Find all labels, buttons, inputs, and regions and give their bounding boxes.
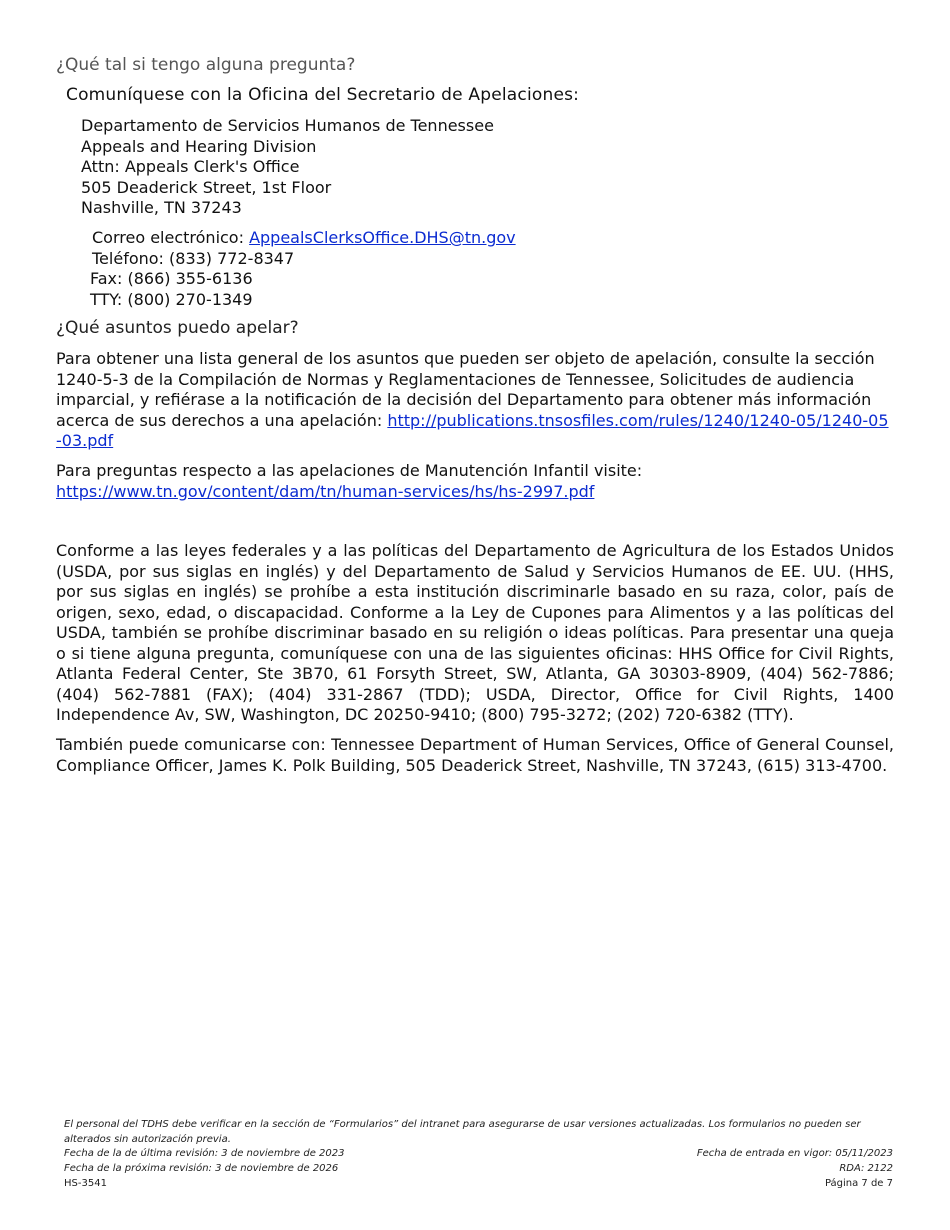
child-support-link[interactable]: https://www.tn.gov/content/dam/tn/human-services/hs/hs-2997.pdf (56, 481, 595, 501)
contact-paragraph: También puede comunicarse con: Tennessee Department of Human Services, Office of General Counsel, Compliance Officer, James K. Polk Building, 505 Deaderick Street, Nashville, TN 37243, (615) 313-4700. (56, 735, 894, 775)
appeals-office-lead: Comuníquese con la Oficina del Secretario de Apelaciones: (66, 85, 580, 105)
phone-row: Teléfono: (833) 772-8347 (92, 248, 295, 268)
child-support-paragraph (56, 461, 894, 502)
email-link[interactable]: AppealsClerksOffice.DHS@tn.gov (249, 228, 516, 247)
address-line: Attn: Appeals Clerk's Office (81, 157, 300, 176)
rules-link[interactable]: http://publications.tnsosfiles.com/rules/1240/1240-05/1240-05-03.pdf (56, 410, 889, 450)
rda-number: RDA: 2122 (839, 1163, 893, 1174)
appealable-issues-paragraph (56, 349, 894, 452)
nondiscrimination-paragraph: Conforme a las leyes federales y a las políticas del Departamento de Agricultura de los Estados Unidos (USDA, por sus siglas en inglés) y del Departamento de Salud y Servicios Humanos de EE. UU. (HHS, por sus siglas en inglés) se prohíbe a esta institución discriminarle basado en su raza, color, país de origen, sexo, edad, o discapacidad. Conforme a la Ley de Cupones para Alimentos y a las políticas del USDA, también se prohíbe discriminar basado en su religión o ideas políticas. Para presentar una queja o si tiene alguna pregunta, comuníquese con una de las siguientes oficinas: HHS Office for Civil Rights, Atlanta Federal Center, Ste 3B70, 61 Forsyth Street, SW, Atlanta, GA 30303-8909, (404) 562-7886; (404) 562-7881 (FAX); (404) 331-2867 (TDD); USDA, Director, Office for Civil Rights, 1400 Independence Av, SW, Washington, DC 20250-9410; (800) 795-3272; (202) 720-6382 (TTY). (56, 541, 894, 724)
address-line: Appeals and Hearing Division (81, 136, 317, 156)
address-line: Nashville, TN 37243 (81, 198, 242, 217)
last-revision-date: Fecha de la de última revisión: 3 de noviembre de 2023 (64, 1148, 345, 1159)
fax-row: Fax: (866) 355-6136 (90, 269, 253, 288)
contact-details (90, 228, 516, 310)
paragraph-text: Para obtener una lista general de los asuntos que pueden ser objeto de apelación, consulte la sección 1240-5-3 de la Compilación de Normas y Reglamentaciones de Tennessee, Solicitudes de audiencia imparcial, y refiérase a la notificación de la decisión del Departamento para obtener más información acerca de sus derechos a una apelación: (56, 349, 875, 430)
email-label: Correo electrónico: (92, 228, 250, 247)
appealable-issues-heading: ¿Qué asuntos puedo apelar? (56, 318, 299, 338)
form-id: HS-3541 (64, 1178, 107, 1189)
effective-date: Fecha de entrada en vigor: 05/11/2023 (696, 1148, 893, 1159)
footer-notice: El personal del TDHS debe verificar en la sección de “Formularios” del intranet para asegurarse de usar versiones actualizadas. Los formularios no pueden ser alterados sin autorización previa. (64, 1119, 861, 1145)
mailing-address (81, 116, 494, 219)
email-row (90, 228, 516, 249)
next-revision-date: Fecha de la próxima revisión: 3 de noviembre de 2026 (64, 1163, 339, 1174)
address-line: 505 Deaderick Street, 1st Floor (81, 177, 332, 197)
paragraph-text: Para preguntas respecto a las apelaciones de Manutención Infantil visite: (56, 461, 643, 480)
questions-heading: ¿Qué tal si tengo alguna pregunta? (56, 55, 356, 75)
tty-row: TTY: (800) 270-1349 (90, 289, 253, 309)
address-line: Departamento de Servicios Humanos de Tennessee (81, 116, 494, 135)
page-number: Página 7 de 7 (824, 1178, 893, 1189)
